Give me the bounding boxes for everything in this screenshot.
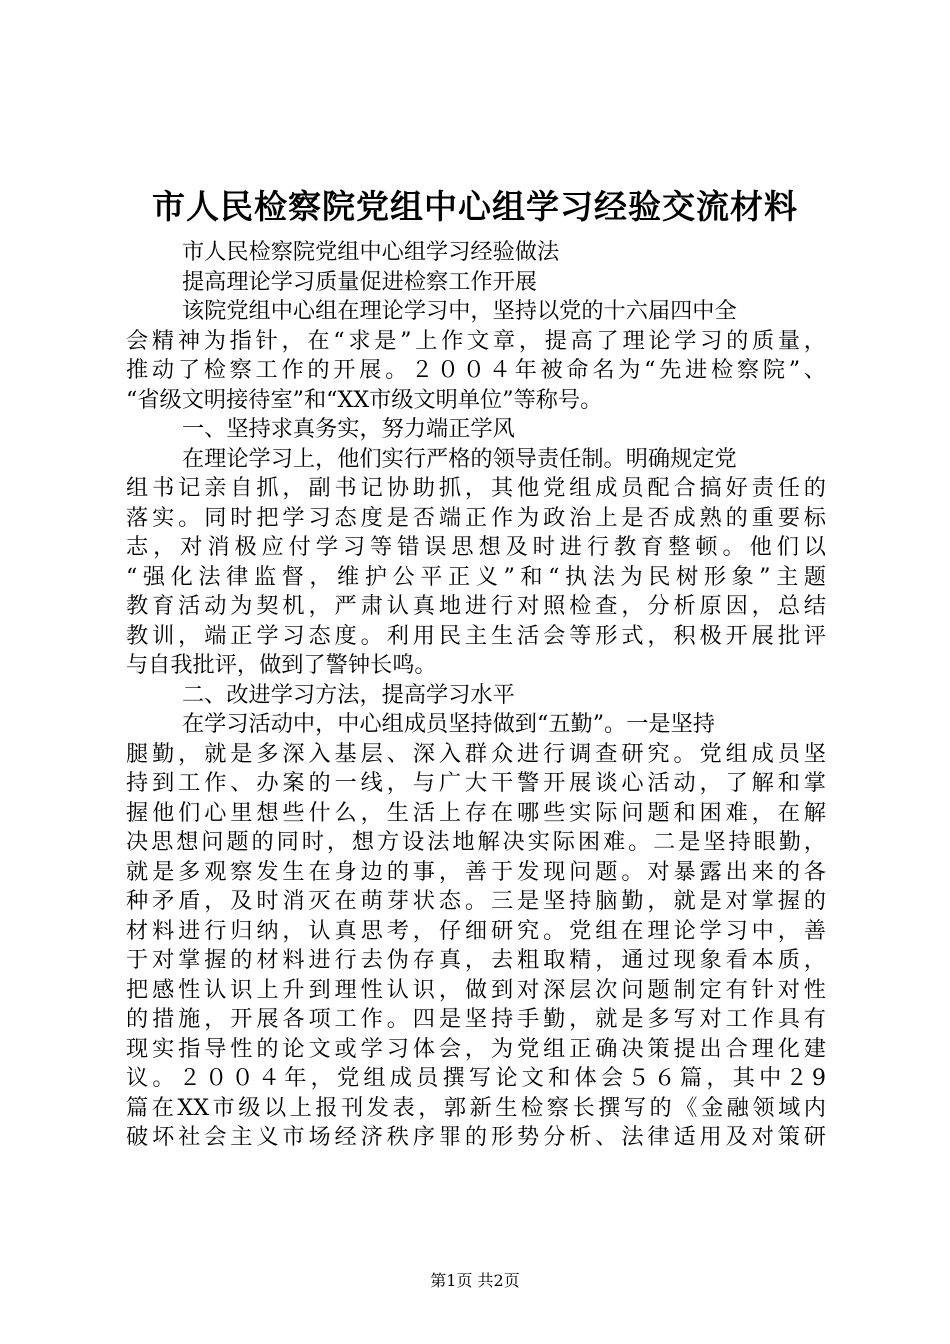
document-body: [126, 238, 826, 1153]
body-line: 提高理论学习质量促进检察工作开展: [182, 268, 537, 295]
body-line: 该院党组中心组在理论学习中，坚持以党的十六届四中全: [182, 298, 737, 324]
body-line: 就是多观察发生在身边的事，善于发现问题。对暴露出来的各: [126, 858, 826, 885]
body-line: 教育活动为契机，严肃认真地进行对照检查，分析原因，总结: [126, 593, 826, 619]
body-line: 决思想问题的同时，想方设法地解决实际困难。二是坚持眼勤，: [126, 829, 826, 855]
body-line: 在学习活动中，中心组成员坚持做到“五勤”。一是坚持: [182, 711, 715, 737]
page-footer: 第1页 共2页: [430, 1271, 520, 1290]
body-line: 于对掌握的材料进行去伪存真，去粗取精，通过现象看本质，: [126, 947, 826, 973]
body-line: 握他们心里想些什么，生活上存在哪些实际问题和困难，在解: [126, 799, 826, 826]
body-line: “省级文明接待室”和“XX市级文明单位”等称号。: [126, 386, 603, 413]
body-line: 志，对消极应付学习等错误思想及时进行教育整顿。他们以: [126, 534, 826, 560]
body-line: 落实。同时把学习态度是否端正作为政治上是否成熟的重要标: [126, 504, 826, 531]
document-title: 市人民检察院党组中心组学习经验交流材料: [152, 187, 798, 226]
body-line: 腿勤，就是多深入基层、深入群众进行调查研究。党组成员坚: [126, 740, 826, 767]
body-line: 会精神为指针，在“求是”上作文章，提高了理论学习的质量，: [126, 327, 826, 354]
body-line: 议。２００４年，党组成员撰写论文和体会５６篇，其中２9: [126, 1065, 826, 1091]
body-line: 市人民检察院党组中心组学习经验做法: [182, 239, 560, 265]
body-line: 与自我批评，做到了警钟长鸣。: [126, 652, 437, 678]
body-line: 的措施，开展各项工作。四是坚持手勤，就是多写对工作具有: [126, 1006, 826, 1032]
body-line: 破坏社会主义市场经济秩序罪的形势分析、法律适用及对策研: [126, 1124, 826, 1150]
body-line: 种矛盾，及时消灭在萌芽状态。三是坚持脑勤，就是对掌握的: [126, 888, 826, 914]
body-line: 把感性认识上升到理性认识，做到对深层次问题制定有针对性: [126, 976, 826, 1003]
body-line: 组书记亲自抓，副书记协助抓，其他党组成员配合搞好责任的: [126, 475, 826, 501]
body-line: 在理论学习上，他们实行严格的领导责任制。明确规定党: [182, 445, 737, 472]
body-line: 二、改进学习方法，提高学习水平: [182, 681, 515, 708]
body-line: 现实指导性的论文或学习体会，为党组正确决策提出合理化建: [126, 1035, 826, 1062]
body-line: 材料进行归纳，认真思考，仔细研究。党组在理论学习中，善: [126, 917, 826, 944]
body-line: “强化法律监督，维护公平正义”和“执法为民树形象”主题: [126, 563, 826, 590]
body-line: 推动了检察工作的开展。２００４年被命名为“先进检察院”、: [126, 357, 826, 383]
body-line: 一、坚持求真务实，努力端正学风: [182, 416, 515, 442]
body-line: 教训，端正学习态度。利用民主生活会等形式，积极开展批评: [126, 622, 826, 649]
body-line: 篇在XX市级以上报刊发表，郭新生检察长撰写的《金融领域内: [126, 1094, 826, 1121]
body-line: 持到工作、办案的一线，与广大干警开展谈心活动，了解和掌: [126, 770, 826, 796]
